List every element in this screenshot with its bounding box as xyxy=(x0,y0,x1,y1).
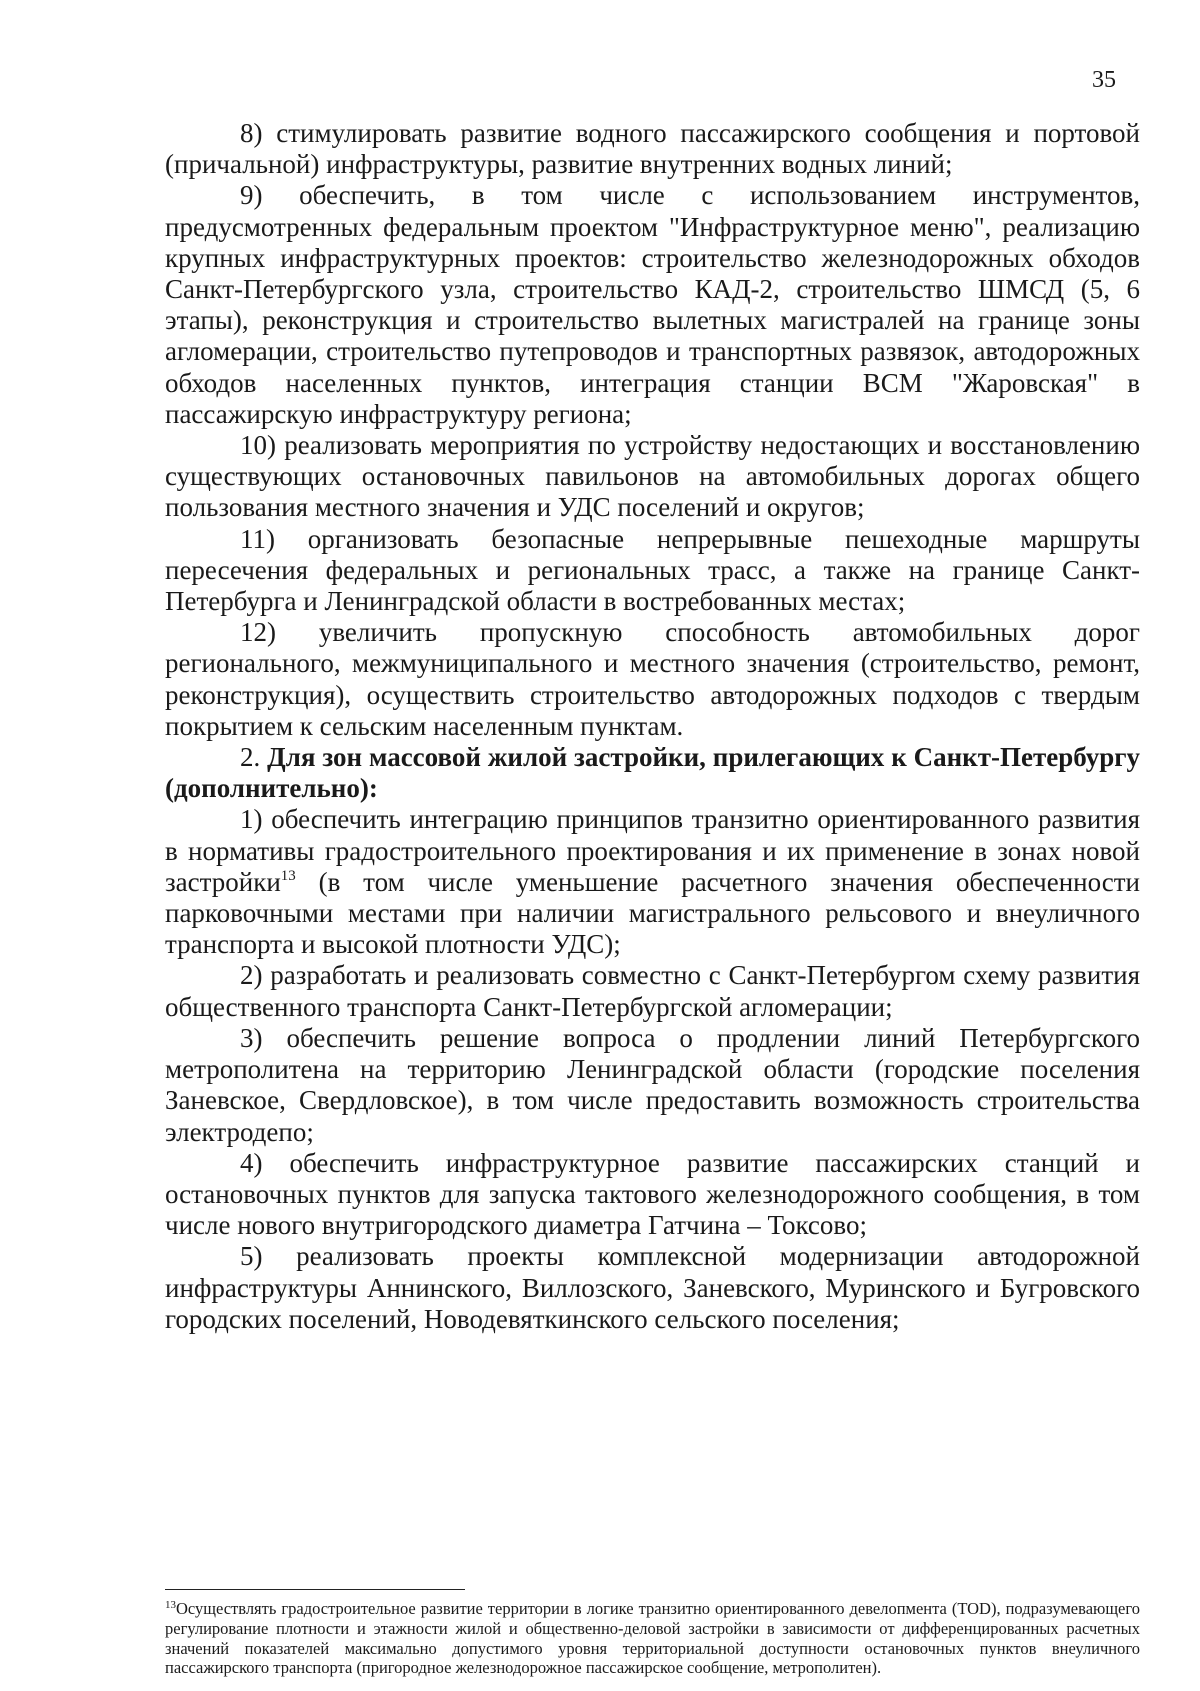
section-heading xyxy=(165,742,1140,804)
footnote-divider xyxy=(165,1589,465,1590)
section-number: 2. xyxy=(240,742,261,773)
list-item-8: 8) стимулировать развитие водного пассажирского сообщения и портовой (причальной) инфраструктуры, развитие внутренних водных линий; xyxy=(165,118,1140,180)
list-item-10: 10) реализовать мероприятия по устройству недостающих и восстановлению существующих остановочных павильонов на автомобильных дорогах общего пользования местного значения и УДС поселений и округов; xyxy=(165,430,1140,523)
list-item-12: 12) увеличить пропускную способность автомобильных дорог регионального, межмуниципального и местного значения (строительство, ремонт, реконструкция), осуществить строительство автодорожных подходов с твердым покрытием к сельским населенным пунктам. xyxy=(165,617,1140,741)
document-body xyxy=(165,118,1140,1335)
footnote xyxy=(165,1599,1140,1678)
section2-item-1-text-cont: (в том числе уменьшение расчетного значения обеспеченности парковочными местами при наличии магистрального рельсового и внеуличного транспорта и высокой плотности УДС); xyxy=(165,866,1140,960)
list-item-11: 11) организовать безопасные непрерывные пешеходные маршруты пересечения федеральных и региональных трасс, а также на границе Санкт-Петербурга и Ленинградской области в востребованных местах; xyxy=(165,523,1140,617)
section2-item-2: 2) разработать и реализовать совместно с Санкт-Петербургом схему развития общественного транспорта Санкт-Петербургской агломерации; xyxy=(165,960,1140,1022)
list-item-9: 9) обеспечить, в том числе с использованием инструментов, предусмотренных федеральным проектом "Инфраструктурное меню", реализацию крупных инфраструктурных проектов: строительство железнодорожных обходов Санкт-Петербургского узла, строительство КАД-2, строительство ШМСД (5, 6 этапы), реконструкция и строительство вылетных магистралей на границе зоны агломерации, строительство путепроводов и транспортных развязок, автодорожных обходов населенных пунктов, интеграция станции ВСМ "Жаровская" в пассажирскую инфраструктуру региона; xyxy=(165,180,1140,429)
section2-item-5: 5) реализовать проекты комплексной модернизации автодорожной инфраструктуры Аннинского, Виллозского, Заневского, Муринского и Бугровского городских поселений, Новодевяткинского сельского поселения; xyxy=(165,1241,1140,1334)
section2-item-3: 3) обеспечить решение вопроса о продлении линий Петербургского метрополитена на территорию Ленинградской области (городские поселения Заневское, Свердловское), в том числе предоставить возможность строительства электродепо; xyxy=(165,1022,1140,1147)
footnote-13 xyxy=(165,1599,1140,1678)
section2-item-1 xyxy=(165,804,1140,960)
section2-item-4: 4) обеспечить инфраструктурное развитие пассажирских станций и остановочных пунктов для запуска тактового железнодорожного сообщения, в том числе нового внутригородского диаметра Гатчина – Токсово; xyxy=(165,1147,1140,1241)
section2-item-1-text: 1) обеспечить интеграцию принципов транзитно ориентированного развития в нормативы градостроительного проектирования и их применение в зонах новой застройки xyxy=(165,804,1140,897)
page-number: 35 xyxy=(1092,67,1116,93)
footnote-marker: 13 xyxy=(165,1599,176,1611)
footnote-reference[interactable]: 13 xyxy=(280,867,296,884)
footnote-text: Осуществлять градостроительное развитие территории в логике транзитно ориентированного девелопмента (TOD), подразумевающего регулирование плотности и этажности жилой и общественно-деловой застройки в зависимости от дифференцированных расчетных значений показателей максимально допустимого уровня территориальной доступности остановочных пунктов внеуличного пассажирского транспорта (пригородное железнодорожное пассажирское сообщение, метрополитен). xyxy=(165,1599,1140,1678)
section-heading-text: Для зон массовой жилой застройки, прилегающих к Санкт-Петербургу (дополнительно): xyxy=(165,742,1140,804)
